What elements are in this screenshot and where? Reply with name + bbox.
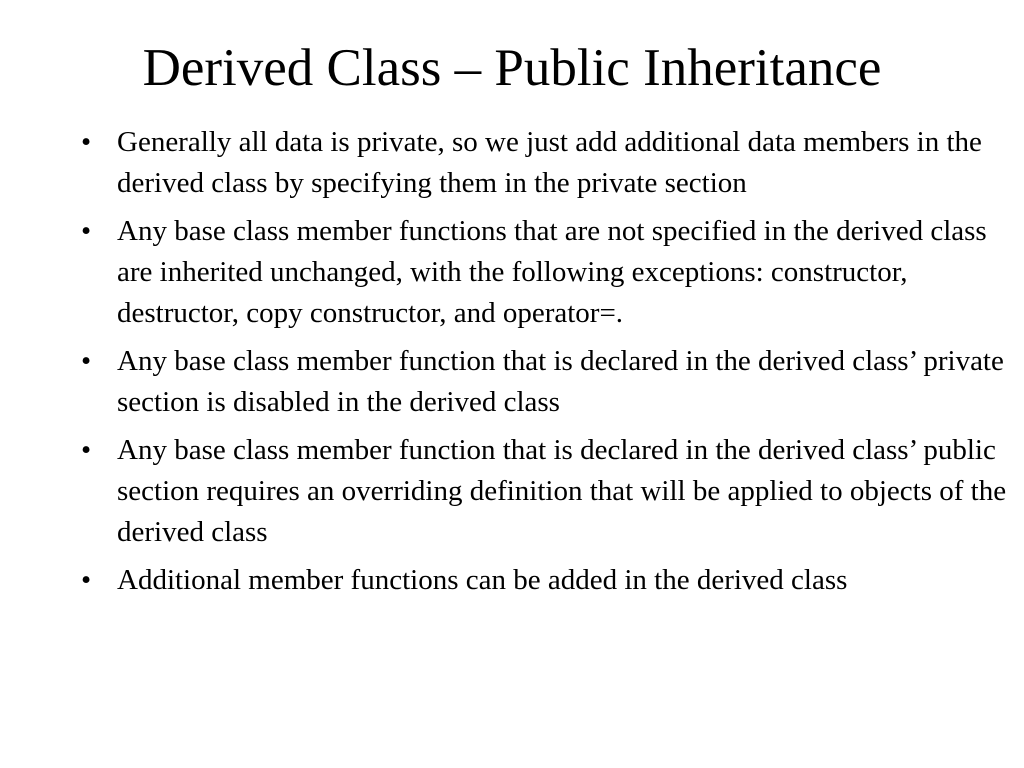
bullet-item-3 [75, 341, 1015, 423]
bullet-mark: • [81, 126, 92, 158]
bullet-list [75, 122, 1015, 608]
slide-title: Derived Class – Public Inheritance [142, 39, 882, 97]
bullet-mark: • [81, 564, 92, 596]
bullet-text: Generally all data is private, so we just add additional data members in the derived class by specifying them in the private section [117, 126, 982, 199]
bullet-item-5 [75, 560, 1015, 601]
bullet-mark: • [81, 215, 92, 247]
bullet-text: Additional member functions can be added in the derived class [117, 564, 848, 596]
bullet-item-2 [75, 211, 1015, 334]
bullet-text: Any base class member functions that are not specified in the derived class are inherited unchanged, with the following exceptions: constructor, destructor, copy constructor, and operator=. [117, 215, 987, 329]
bullet-item-1 [75, 122, 1015, 204]
bullet-mark: • [81, 434, 92, 466]
bullet-text: Any base class member function that is declared in the derived class’ private section is disabled in the derived class [117, 345, 1004, 418]
bullet-item-4 [75, 430, 1015, 553]
bullet-text: Any base class member function that is declared in the derived class’ public section requires an overriding definition that will be applied to objects of the derived class [117, 434, 1007, 548]
bullet-mark: • [81, 345, 92, 377]
